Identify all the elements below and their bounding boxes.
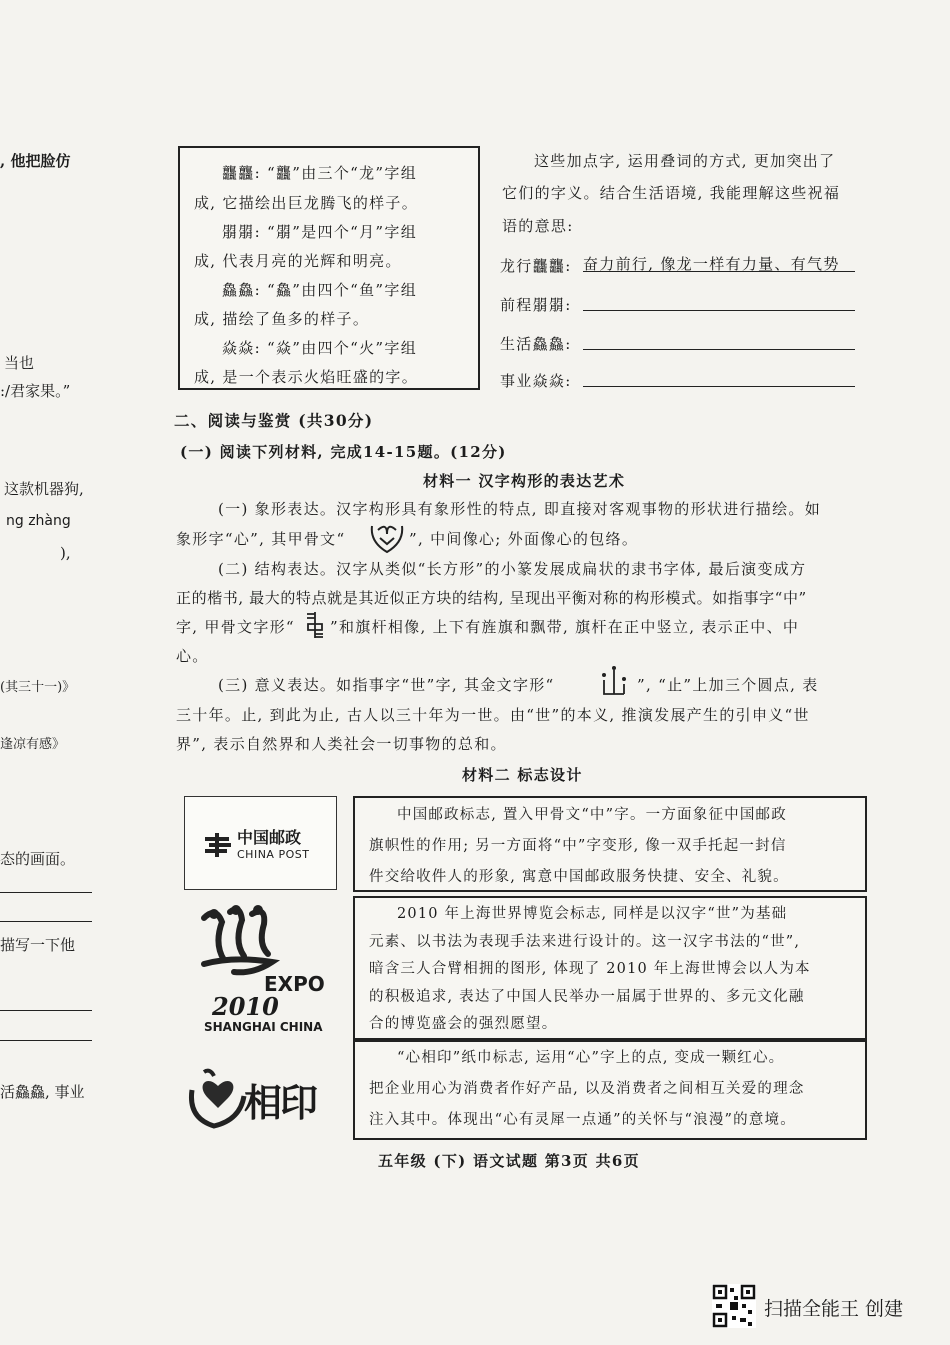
desc-line: 旗帜性的作用; 另一方面将“中”字变形, 像一双手托起一封信 bbox=[369, 838, 787, 854]
expo-year: 2010 bbox=[212, 992, 279, 1021]
oracle-heart-glyph-icon bbox=[368, 520, 406, 556]
right-intro-line: 语的意思: bbox=[502, 217, 574, 235]
china-post-emblem-icon bbox=[203, 829, 233, 859]
left-answer-line bbox=[0, 1010, 92, 1011]
m1-line: 正的楷书, 最大的特点就是其近似正方块的结构, 呈现出平衡对称的构形模式。如指事字“中” bbox=[176, 589, 807, 607]
m1-line: (三) 意义表达。如指事字“世”字, 其金文字形“ bbox=[218, 676, 555, 694]
m1-line: ”和旗杆相像, 上下有旌旗和飘带, 旗杆在正中竖立, 表示正中、中 bbox=[330, 618, 800, 636]
qr-code-icon bbox=[712, 1284, 756, 1328]
box-line: 成, 是一个表示火焰旺盛的字。 bbox=[194, 368, 419, 386]
expo-word: EXPO bbox=[264, 972, 325, 996]
expo-city: SHANGHAI CHINA bbox=[204, 1020, 323, 1034]
fill-answer-1[interactable]: 奋力前行, 像龙一样有力量、有气势 bbox=[583, 253, 855, 272]
m1-line: 界”, 表示自然界和人类社会一切事物的总和。 bbox=[176, 735, 507, 753]
left-fragment-2: 当也 bbox=[4, 354, 35, 372]
desc-line: 件交给收件人的形象, 寓意中国邮政服务快捷、安全、礼貌。 bbox=[369, 869, 789, 885]
m1-line: 心。 bbox=[176, 647, 209, 665]
left-fragment-3: :/君家果。” bbox=[0, 382, 71, 400]
material1-title: 材料一 汉字构形的表达艺术 bbox=[423, 472, 626, 490]
left-fragment-7: (其三十一)》 bbox=[0, 680, 76, 695]
left-answer-line bbox=[0, 892, 92, 893]
left-fragment-1: , 他把脸仿 bbox=[0, 152, 71, 170]
fill-answer-4[interactable] bbox=[583, 368, 855, 387]
fill-label-1: 龙行龘龘: bbox=[500, 257, 572, 275]
oracle-zhong-glyph-icon bbox=[302, 610, 328, 640]
fill-label-4: 事业焱焱: bbox=[500, 372, 572, 390]
left-fragment-11: 活鱻鱻, 事业 bbox=[0, 1083, 85, 1101]
fill-label-3: 生活鱻鱻: bbox=[500, 335, 572, 353]
xin-desc-box bbox=[353, 1040, 867, 1140]
m1-line: 三十年。止, 到此为止, 古人以三十年为一世。由“世”的本义, 推演发展产生的引申义“世 bbox=[176, 706, 810, 724]
desc-line: “心相印”纸巾标志, 运用“心”字上的点, 变成一颗红心。 bbox=[397, 1050, 785, 1066]
m1-line: 象形字“心”, 其甲骨文“ bbox=[176, 530, 346, 548]
m1-line: ”, 中间像心; 外面像心的包络。 bbox=[409, 530, 639, 548]
desc-line: 2010 年上海世界博览会标志, 同样是以汉字“世”为基础 bbox=[397, 906, 788, 922]
left-fragment-9: 态的画面。 bbox=[0, 850, 76, 868]
xinxiangyin-text: 相印 bbox=[244, 1081, 317, 1125]
m1-line: (二) 结构表达。汉字从类似“长方形”的小篆发展成扁状的隶书字体, 最后演变成方 bbox=[218, 560, 807, 578]
subsection1-title: (一) 阅读下列材料, 完成14-15题。(12分) bbox=[180, 443, 507, 461]
desc-line: 的积极追求, 表达了中国人民举办一届属于世界的、多元文化融 bbox=[369, 988, 805, 1005]
left-fragment-5: ng zhàng bbox=[6, 513, 71, 529]
desc-line: 中国邮政标志, 置入甲骨文“中”字。一方面象征中国邮政 bbox=[397, 807, 787, 823]
m1-line: 字, 甲骨文字形“ bbox=[176, 618, 295, 636]
vocab-box bbox=[178, 146, 480, 390]
box-line: 焱焱: “焱”由四个“火”字组 bbox=[222, 339, 417, 357]
left-fragment-10: 描写一下他 bbox=[0, 936, 76, 954]
desc-line: 把企业用心为消费者作好产品, 以及消费者之间相互关爱的理念 bbox=[369, 1081, 805, 1097]
left-fragment-8: 逢凉有感》 bbox=[0, 737, 66, 752]
china-post-en: CHINA POST bbox=[237, 848, 310, 861]
bronze-shi-glyph-icon bbox=[594, 666, 634, 696]
expo-desc-box bbox=[353, 896, 867, 1040]
box-line: 成, 代表月亮的光辉和明亮。 bbox=[194, 252, 402, 270]
page-footer: 五年级 (下) 语文试题 第3页 共6页 bbox=[378, 1152, 640, 1170]
box-line: 龘龘: “龘”由三个“龙”字组 bbox=[222, 164, 417, 182]
left-fragment-6: ), bbox=[60, 544, 71, 562]
desc-line: 注入其中。体现出“心有灵犀一点通”的关怀与“浪漫”的意境。 bbox=[369, 1112, 796, 1128]
m1-line: ”, “止”上加三个圆点, 表 bbox=[637, 676, 819, 694]
box-line: 鱻鱻: “鱻”由四个“鱼”字组 bbox=[222, 281, 417, 299]
expo-logo bbox=[190, 904, 350, 1036]
box-line: 成, 它描绘出巨龙腾飞的样子。 bbox=[194, 194, 419, 212]
material2-title: 材料二 标志设计 bbox=[462, 766, 583, 784]
right-intro-line: 这些加点字, 运用叠词的方式, 更加突出了 bbox=[534, 152, 836, 170]
post-desc-box bbox=[353, 796, 867, 892]
desc-line: 元素、以书法为表现手法来进行设计的。这一汉字书法的“世”, bbox=[369, 933, 801, 950]
scanner-watermark: 扫描全能王 创建 bbox=[764, 1298, 904, 1320]
fill-label-2: 前程朤朤: bbox=[500, 296, 572, 314]
left-fragment-4: 这款机器狗, bbox=[4, 480, 84, 498]
fill-answer-3[interactable] bbox=[583, 331, 855, 350]
section2-title: 二、阅读与鉴赏 (共30分) bbox=[174, 411, 374, 430]
left-answer-line bbox=[0, 921, 92, 922]
fill-answer-2[interactable] bbox=[583, 292, 855, 311]
xinxiangyin-logo bbox=[186, 1052, 344, 1138]
right-intro-line: 它们的字义。结合生活语境, 我能理解这些祝福 bbox=[502, 184, 841, 202]
box-line: 朤朤: “朤”是四个“月”字组 bbox=[222, 223, 417, 241]
left-answer-line bbox=[0, 1040, 92, 1041]
china-post-logo bbox=[184, 796, 337, 890]
china-post-cn: 中国邮政 bbox=[237, 828, 302, 847]
box-line: 成, 描绘了鱼多的样子。 bbox=[194, 310, 370, 328]
heart-xin-icon bbox=[186, 1066, 250, 1132]
desc-line: 暗含三人合臂相拥的图形, 体现了 2010 年上海世博会以人为本 bbox=[369, 961, 811, 977]
m1-line: (一) 象形表达。汉字构形具有象形性的特点, 即直接对客观事物的形状进行描绘。如 bbox=[218, 500, 822, 518]
desc-line: 合的博览盛会的强烈愿望。 bbox=[369, 1016, 558, 1032]
